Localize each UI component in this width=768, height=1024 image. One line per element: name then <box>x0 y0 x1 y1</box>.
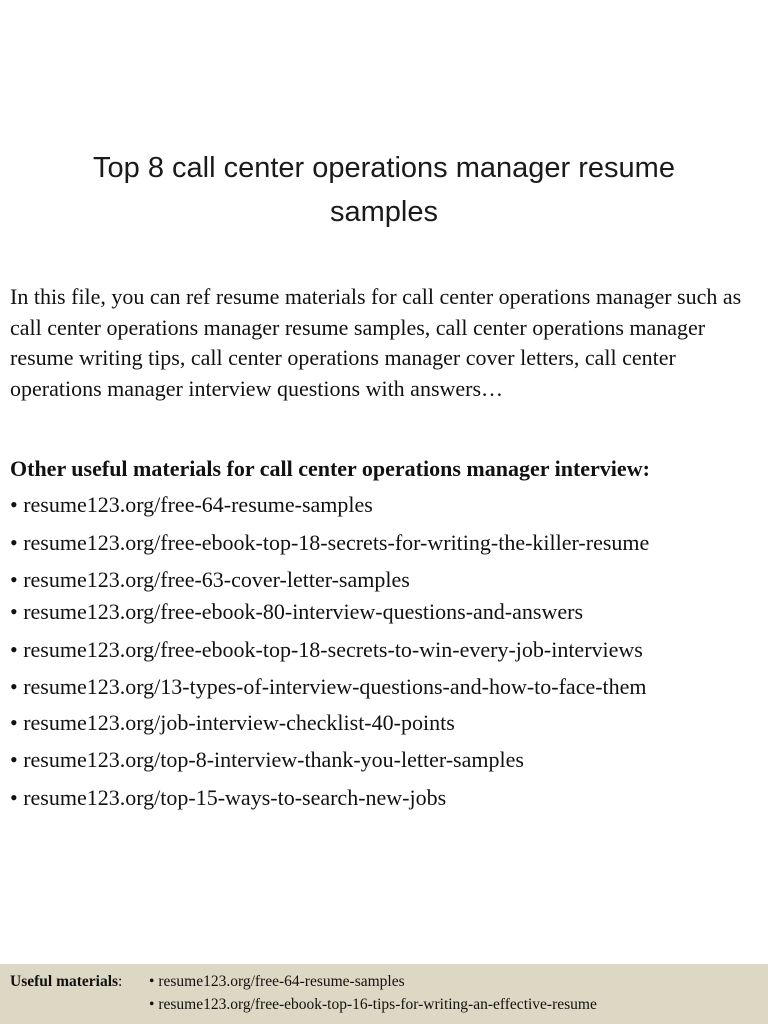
bullet-icon: • <box>10 567 18 592</box>
list-item <box>10 672 647 702</box>
bullet-icon: • <box>10 637 18 662</box>
footer-label <box>10 970 122 993</box>
page-title: Top 8 call center operations manager resume samples <box>93 152 675 228</box>
bullet-icon: • <box>10 785 18 810</box>
bullet-icon: • <box>149 996 155 1013</box>
bullet-icon: • <box>10 492 18 517</box>
resource-link[interactable]: resume123.org/top-15-ways-to-search-new-jobs <box>23 785 447 810</box>
resource-link[interactable]: resume123.org/free-ebook-top-18-secrets-for-writing-the-killer-resume <box>23 530 650 555</box>
list-item <box>10 490 373 520</box>
footer-link[interactable]: resume123.org/free-64-resume-samples <box>158 973 405 990</box>
resource-link[interactable]: resume123.org/free-64-resume-samples <box>23 492 373 517</box>
resource-link[interactable]: resume123.org/top-8-interview-thank-you-letter-samples <box>23 747 524 772</box>
footer-label-text: Useful materials <box>10 973 119 990</box>
list-item <box>10 565 410 595</box>
footer-bar <box>0 964 768 1024</box>
useful-materials-heading: Other useful materials for call center operations manager interview: <box>10 456 650 481</box>
list-item <box>10 597 583 627</box>
footer-label-colon: : <box>118 973 123 990</box>
list-item <box>149 970 597 993</box>
bullet-icon: • <box>10 599 18 624</box>
list-item <box>10 783 446 813</box>
list-item <box>10 635 643 665</box>
list-item <box>149 993 597 1016</box>
resource-link[interactable]: resume123.org/13-types-of-interview-questions-and-how-to-face-them <box>23 674 647 699</box>
resource-link[interactable]: resume123.org/job-interview-checklist-40-points <box>23 710 455 735</box>
list-item <box>10 745 524 775</box>
resource-link[interactable]: resume123.org/free-ebook-top-18-secrets-to-win-every-job-interviews <box>23 637 643 662</box>
bullet-icon: • <box>149 973 155 990</box>
bullet-icon: • <box>10 710 18 735</box>
bullet-icon: • <box>10 674 18 699</box>
intro-paragraph: In this file, you can ref resume materials for call center operations manager such as call center operations manager resume samples, call center operations manager resume writing tips, call center operations manager cover letters, call center operations manager interview questions with answers… <box>10 284 742 401</box>
bullet-icon: • <box>10 747 18 772</box>
footer-link[interactable]: resume123.org/free-ebook-top-16-tips-for-writing-an-effective-resume <box>158 996 597 1013</box>
footer-link-list <box>149 970 597 1016</box>
list-item <box>10 528 649 558</box>
list-item <box>10 708 455 738</box>
bullet-icon: • <box>10 530 18 555</box>
resource-link[interactable]: resume123.org/free-ebook-80-interview-questions-and-answers <box>23 599 583 624</box>
resource-link[interactable]: resume123.org/free-63-cover-letter-samples <box>23 567 410 592</box>
